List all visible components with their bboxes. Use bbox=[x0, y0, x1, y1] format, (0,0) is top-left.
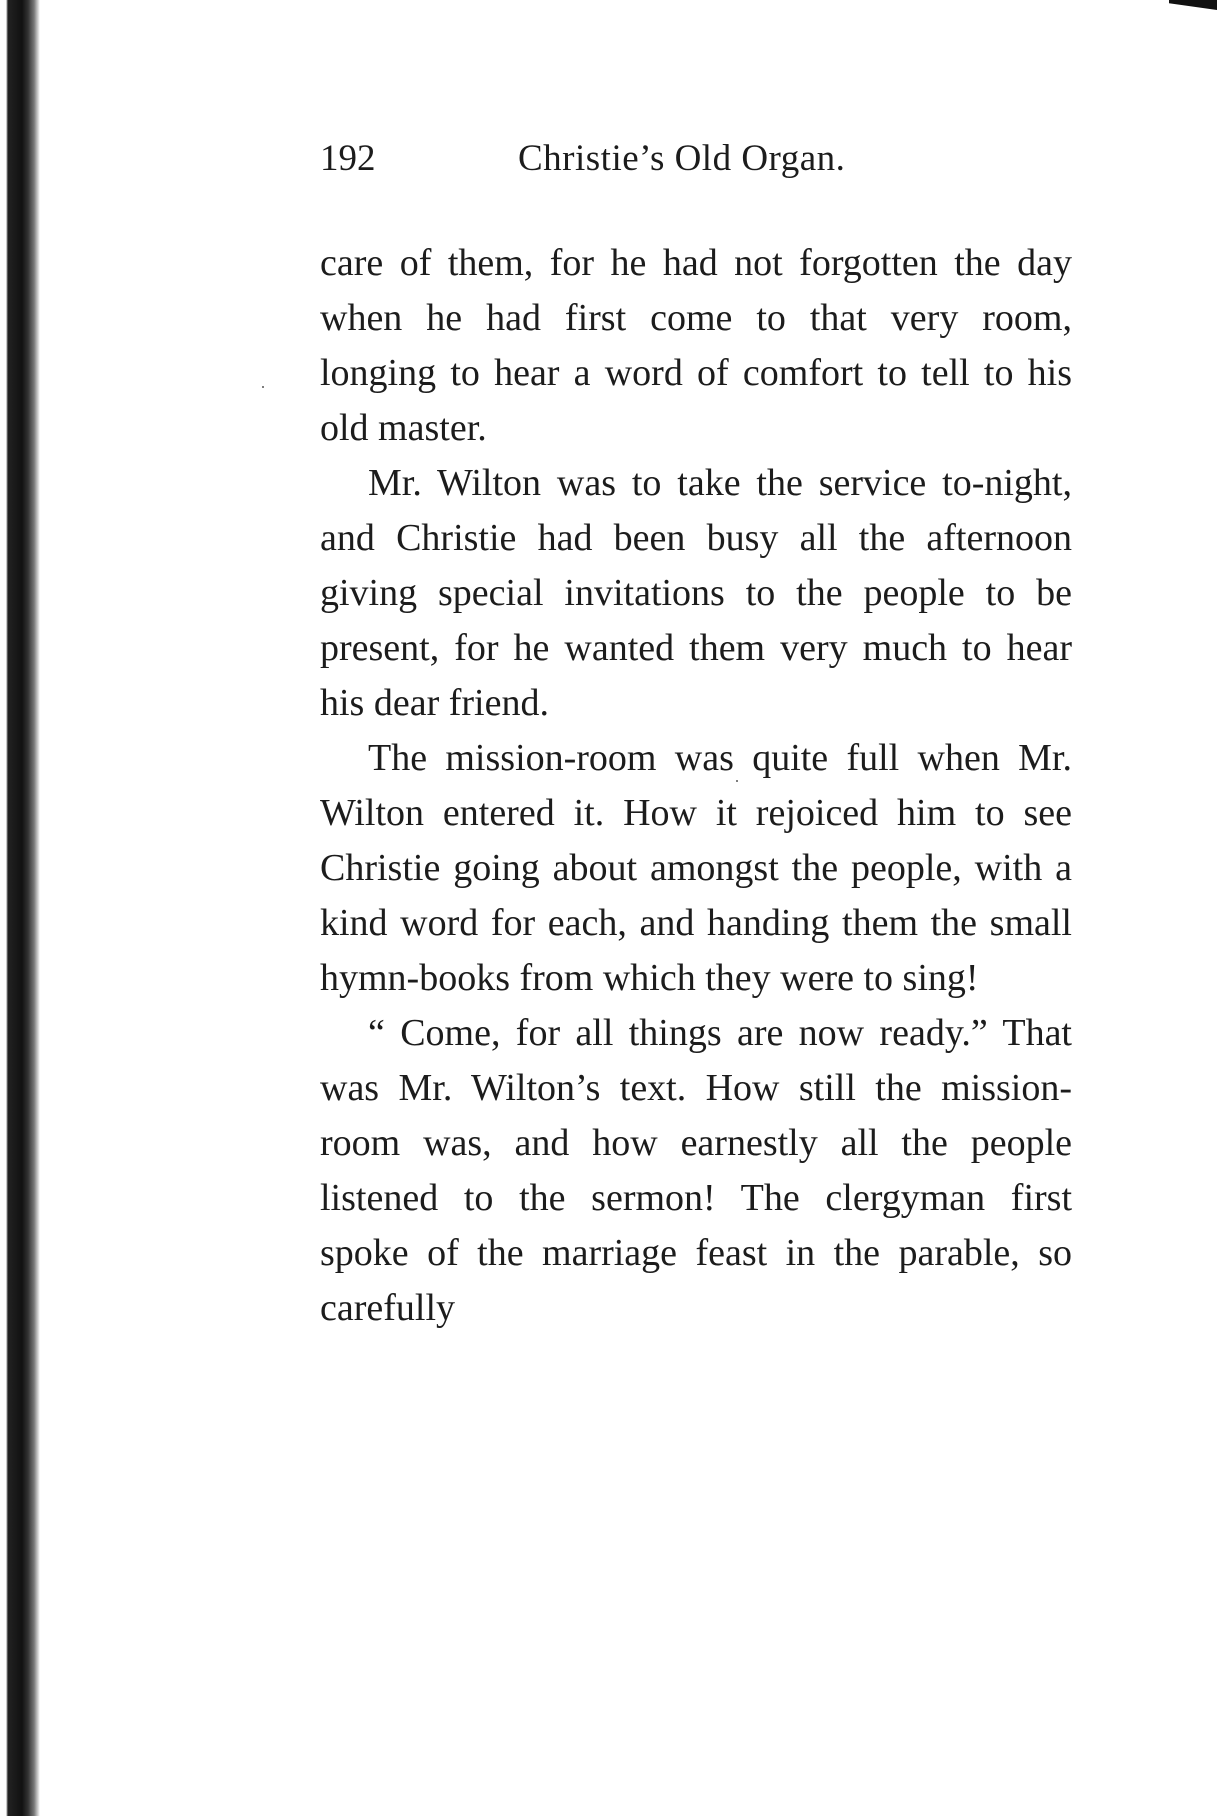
paper-speck bbox=[736, 780, 738, 782]
running-title: Christie’s Old Organ. bbox=[518, 138, 846, 179]
page-body bbox=[320, 236, 1072, 1336]
page-number: 192 bbox=[320, 138, 376, 179]
paragraph-1: care of them, for he had not forgotten the day when he had first come to that very room, longing to hear a word of comfort to tell to his old master. bbox=[320, 242, 1072, 449]
page-header bbox=[320, 134, 1080, 184]
book-spine-edge bbox=[0, 0, 40, 1816]
paragraph-4: “ Come, for all things are now ready.” That was Mr. Wilton’s text. How still the mission-room was, and how earnestly all the people listened to the sermon! The clergyman first spoke of the marriage feast in the parable, so carefully bbox=[320, 1012, 1072, 1329]
paragraph-3: The mission-room was quite full when Mr. Wilton entered it. How it rejoiced him to see Christie going about amongst the people, with a kind word for each, and handing them the small hymn-books from which they were to sing! bbox=[320, 737, 1072, 999]
corner-scan-mark bbox=[1169, 0, 1217, 10]
paragraph-2: Mr. Wilton was to take the service to-night, and Christie had been busy all the afternoon giving special invitations to the people to be present, for he wanted them very much to hear his dear friend. bbox=[320, 462, 1072, 724]
paper-speck bbox=[262, 386, 264, 388]
